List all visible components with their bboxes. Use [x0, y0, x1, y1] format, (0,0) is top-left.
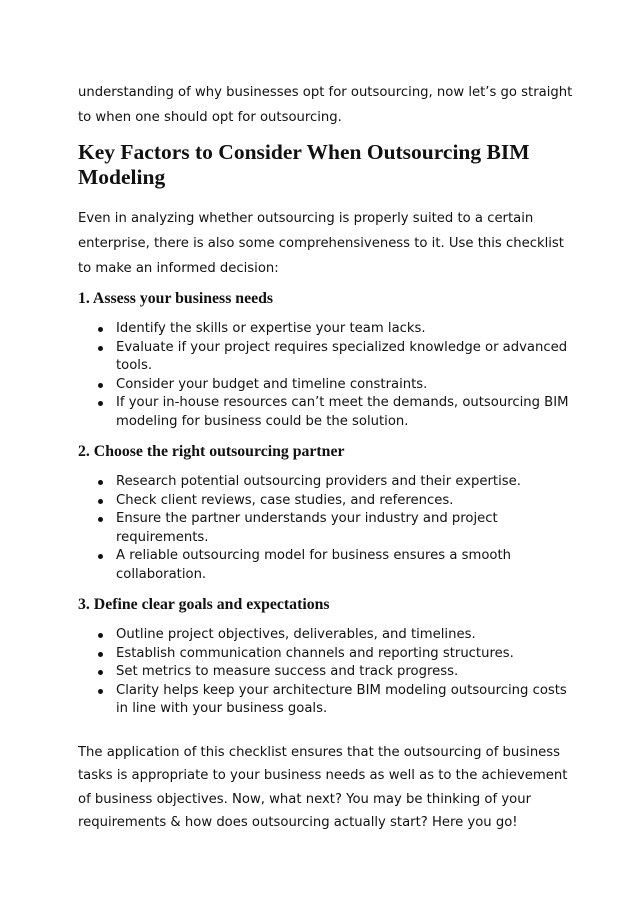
list-item: Consider your budget and timeline constraints. — [78, 376, 578, 395]
list-item: Evaluate if your project requires specialized knowledge or advanced tools. — [78, 339, 578, 376]
subheading-choose-partner: 2. Choose the right outsourcing partner — [78, 443, 345, 460]
document-body — [78, 80, 578, 835]
list-item: Research potential outsourcing providers and their expertise. — [78, 473, 578, 492]
list-item: Set metrics to measure success and track progress. — [78, 663, 578, 682]
intro-paragraph: understanding of why businesses opt for outsourcing, now let’s go straight to when one should opt for outsourcing. — [78, 85, 573, 125]
subheading-define-goals: 3. Define clear goals and expectations — [78, 596, 330, 613]
checklist-assess-needs — [78, 320, 578, 431]
section-heading: Key Factors to Consider When Outsourcing BIM Modeling — [78, 140, 530, 189]
list-item: Identify the skills or expertise your team lacks. — [78, 320, 578, 339]
subheading-assess-needs: 1. Assess your business needs — [78, 290, 274, 307]
list-item: Establish communication channels and reporting structures. — [78, 645, 578, 664]
list-item: Ensure the partner understands your industry and project requirements. — [78, 510, 578, 547]
checklist-choose-partner — [78, 473, 578, 584]
closing-paragraph: The application of this checklist ensures that the outsourcing of business tasks is appropriate to your business needs as well as to the achievement of business objectives. Now, what next? You may be thinking of your requirements & how does outsourcing actually start? Here you go! — [78, 744, 568, 830]
lead-paragraph: Even in analyzing whether outsourcing is properly suited to a certain enterprise, there is also some comprehensiveness to it. Use this checklist to make an informed decision: — [78, 211, 564, 276]
list-item: Check client reviews, case studies, and references. — [78, 492, 578, 511]
checklist-define-goals — [78, 626, 578, 719]
list-item: A reliable outsourcing model for business ensures a smooth collaboration. — [78, 547, 578, 584]
list-item: Clarity helps keep your architecture BIM modeling outsourcing costs in line with your business goals. — [78, 682, 578, 719]
list-item: Outline project objectives, deliverables, and timelines. — [78, 626, 578, 645]
list-item: If your in-house resources can’t meet the demands, outsourcing BIM modeling for business could be the solution. — [78, 394, 578, 431]
